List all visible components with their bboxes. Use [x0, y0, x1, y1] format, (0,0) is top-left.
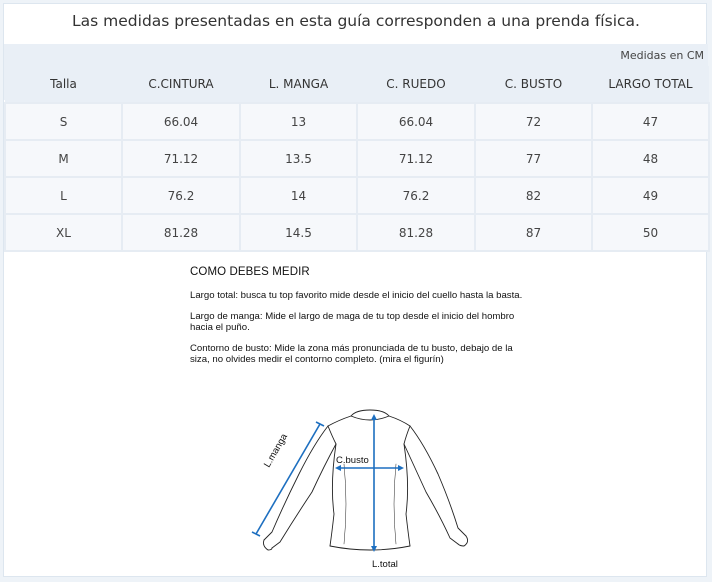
table-cell: 48	[592, 140, 709, 177]
sleeve-length-label: L.manga	[262, 431, 291, 470]
table-row	[5, 177, 709, 214]
table-cell: S	[5, 103, 122, 140]
guide-heading: COMO DEBES MEDIR	[190, 266, 310, 278]
table-cell: 49	[592, 177, 709, 214]
column-header: C.CINTURA	[122, 66, 240, 103]
size-table	[4, 66, 710, 252]
table-cell: 81.28	[122, 214, 240, 251]
table-row	[5, 103, 709, 140]
size-guide-panel	[3, 3, 707, 577]
column-header: L. MANGA	[240, 66, 357, 103]
table-cell: 14.5	[240, 214, 357, 251]
table-cell: XL	[5, 214, 122, 251]
column-header: LARGO TOTAL	[592, 66, 709, 103]
top-sketch-icon	[244, 404, 474, 576]
guide-largo-manga: Largo de manga: Mide el largo de maga de tu top desde el inicio del hombro hacia el puño.	[190, 311, 515, 333]
table-cell: 87	[475, 214, 592, 251]
table-cell: 82	[475, 177, 592, 214]
measuring-guide	[190, 266, 530, 375]
table-cell: 14	[240, 177, 357, 214]
table-cell: 72	[475, 103, 592, 140]
garment-figure	[244, 404, 474, 576]
table-cell: 13.5	[240, 140, 357, 177]
column-header: Talla	[5, 66, 122, 103]
table-cell: 50	[592, 214, 709, 251]
total-length-label: L.total	[372, 559, 398, 570]
table-cell: 66.04	[357, 103, 475, 140]
guide-contorno-busto: Contorno de busto: Mide la zona más pronunciada de tu busto, debajo de la siza, no olvides medir el contorno completo. (mira el figurín)	[190, 343, 513, 365]
table-cell: 77	[475, 140, 592, 177]
table-header-row	[5, 66, 709, 103]
table-cell: M	[5, 140, 122, 177]
guide-largo-total: Largo total: busca tu top favorito mide desde el inicio del cuello hasta la basta.	[190, 290, 523, 301]
table-cell: 47	[592, 103, 709, 140]
table-cell: 66.04	[122, 103, 240, 140]
page-title: Las medidas presentadas en esta guía corresponden a una prenda física.	[72, 12, 640, 30]
table-cell: 76.2	[357, 177, 475, 214]
table-cell: 76.2	[122, 177, 240, 214]
table-cell: L	[5, 177, 122, 214]
unit-note: Medidas en CM	[620, 49, 704, 62]
table-cell: 81.28	[357, 214, 475, 251]
table-row	[5, 140, 709, 177]
bust-label: C.busto	[336, 455, 369, 466]
table-cell: 13	[240, 103, 357, 140]
table-row	[5, 214, 709, 251]
table-cell: 71.12	[122, 140, 240, 177]
column-header: C. BUSTO	[475, 66, 592, 103]
column-header: C. RUEDO	[357, 66, 475, 103]
table-cell: 71.12	[357, 140, 475, 177]
